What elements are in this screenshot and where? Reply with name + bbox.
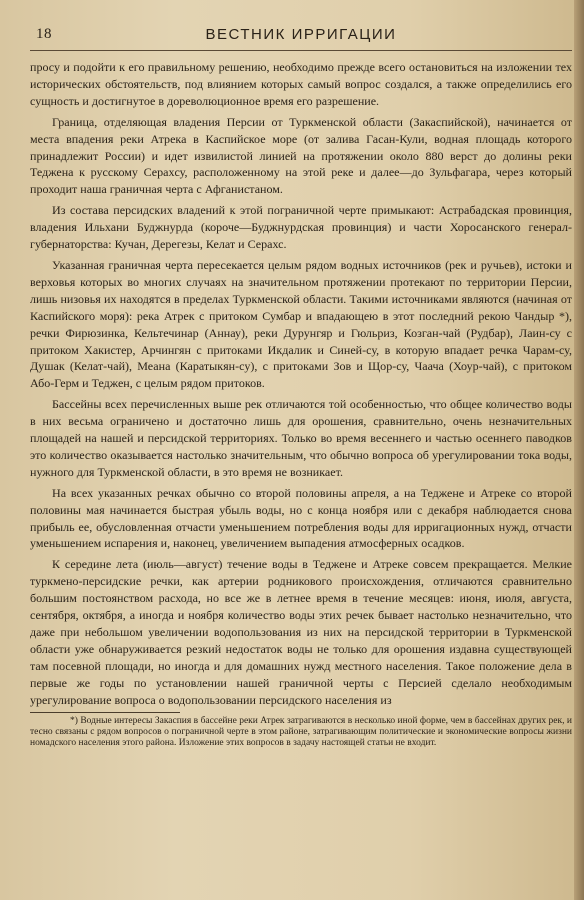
page-spine-shadow xyxy=(574,0,584,900)
paragraph: На всех указанных речках обычно со второй половины апреля, а на Теджене и Атреке со второй половины мая начинается быстрая убыль воды, но с конца ноября или с декабря наблюдается снова прибыль ее, обусловленная отчасти уменьшением потребления воды для ирригационных нужд, отчасти уменьшением испарения и, наконец, увеличением выпадения атмосферных осадков. xyxy=(30,485,572,551)
running-title: ВЕСТНИК ИРРИГАЦИИ xyxy=(205,26,397,43)
article-body xyxy=(30,59,572,709)
footnote-divider xyxy=(30,712,180,713)
paragraph: просу и подойти к его правильному решению, необходимо прежде всего остановиться на изложении тех исторических обстоятельств, под влиянием которых самый вопрос создался, а также определились его сущность и достигнутое в дореволюционное время его разрешение. xyxy=(30,60,572,108)
paragraph: К середине лета (июль—август) течение воды в Теджене и Атреке совсем прекращается. Мелкие туркмено-персидские речки, как артерии родникового происхождения, отличаются сравнительно большим постоянством расхода, но все же в летнее время в течение месяцев: июня, июля, августа, сентября, октября, а иногда и ноября количество воды этих речек бывает настолько незначительно, что даже при небольшом увеличении водопользования из них на персидской территории в Туркменской области уже обнаруживается резкий недостаток воды не только для орошения издавна существующей там посевной площади, но иногда и для домашних нужд местного населения. Такое положение дела в первые же годы по установлении нашей граничной черты с Персией сделало необходимым урегулирование вопроса о водопользовании персидского населения из xyxy=(30,557,572,707)
paragraph: Граница, отделяющая владения Персии от Туркменской области (Закаспийской), начинается от места впадения реки Атрека в Каспийское море (от залива Гасан-Кули, водная площадь которого принадлежит России) и идет извилистой линией на протяжении около 880 верст до долины реки Теджена к русскому Сераxсу, расположенному на этой реке и далее—до Зульфагара, через который проходит наша граничная черта с Афганистаном. xyxy=(30,114,572,197)
paragraph: Из состава персидских владений к этой пограничной черте примыкают: Астрабадская провинция, владения Ильхани Буджнурда (короче—Буджнурдская провинция) и части Хоросанского генерал-губернаторства: Кучан, Дерегезы, Келат и Серахс. xyxy=(30,203,572,252)
paragraph: Указанная граничная черта пересекается целым рядом водных источников (рек и ручьев), истоки и верховья которых во многих случаях на значительном протяжении протекают по территории Персии, лишь низовья их находятся в пределах Туркменской области. Такими источниками являются (начиная от Каспийского моря): река Атрек с притоком Сумбар и впадающею в этот последний рекою Чандыр *), речки Фирюзинка, Кельтечинар (Аннау), реки Дурунгяр и Гюльриз, Козган-чай (Рудбар), Лаин-су с притоком Хакистер, Арчингян с притоками Икдалик и Синей-су, в которую впадает речка Чарам-су, Душак (Келат-чай), Меана (Каратыкян-су), с притоками Зов и Щор-су, Чаача (Хоур-чай), с притоком Або-Герм и Теджен, с целым рядом притоков. xyxy=(30,257,572,391)
footnote: *) Водные интересы Закаспия в бассейне реки Атрек затрагиваются в несколько иной форме, чем в бассейнах других рек, и тесно связаны с рядом вопросов о пограничной черте в этом районе, затрагивающим политические и экономические вопросы жизни номадского населения этого района. Изложение этих вопросов в задачу настоящей статьи не входит. xyxy=(30,715,572,749)
page-header xyxy=(30,22,572,51)
paragraph: Бассейны всех перечисленных выше рек отличаются той особенностью, что общее количество воды в них весьма ограничено и достаточно лишь для орошения, сравнительно, очень незначительных площадей на нашей и персидской территориях. Только во время весеннего и частью осеннего паводков это количество оказывается настолько значительным, что обычно вопроса об урегулировании тока воды, нужного для Туркменской области, в это время не возникает. xyxy=(30,397,572,479)
page-number: 18 xyxy=(36,26,52,42)
